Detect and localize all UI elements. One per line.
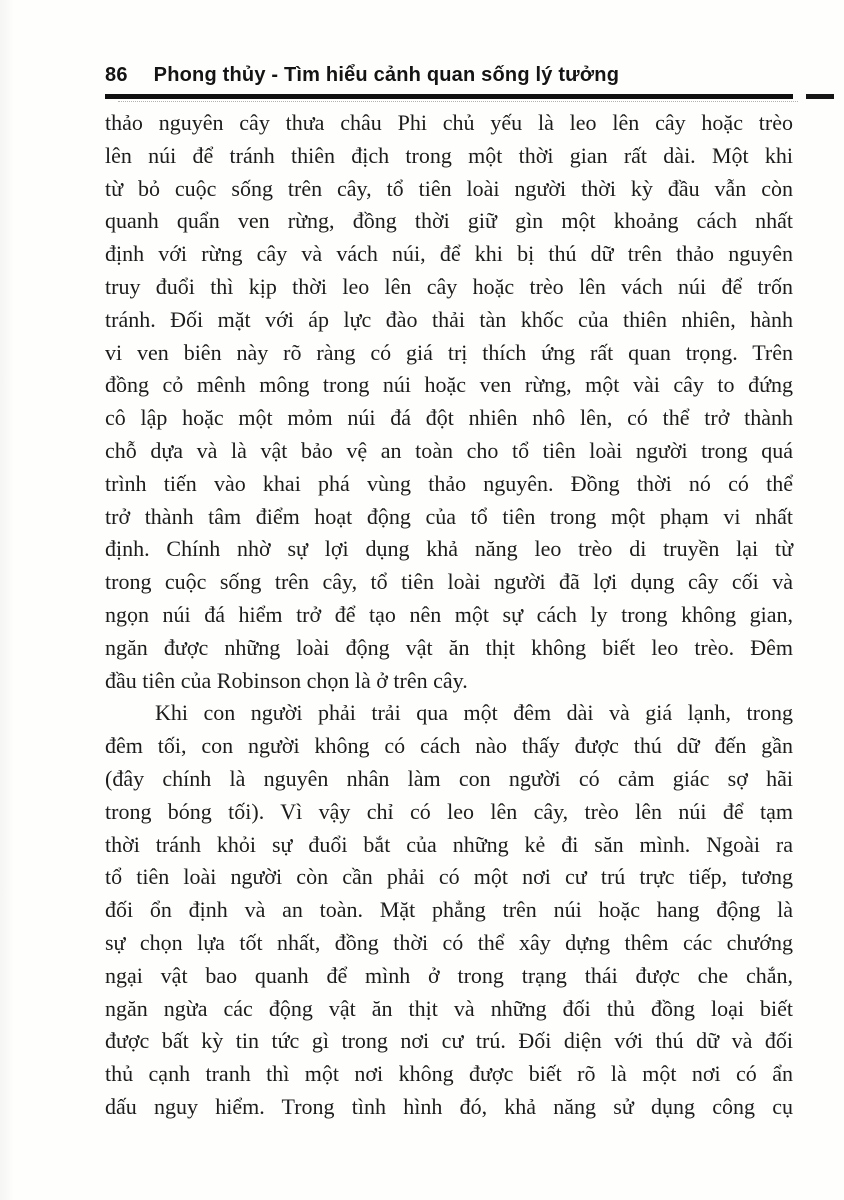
- text-line: vi ven biên này rõ ràng có giá trị thích ứng rất quan trọng. Trên: [105, 339, 793, 365]
- text-line: trong bóng tối). Vì vậy chỉ có leo lên cây, trèo lên núi để tạm: [105, 798, 793, 824]
- text-line: đồng cỏ mênh mông trong núi hoặc ven rừng, một vài cây to đứng: [105, 372, 793, 398]
- text-line: ngăn được những loài động vật ăn thịt không biết leo trèo. Đêm: [105, 634, 793, 660]
- text-line: định. Chính nhờ sự lợi dụng khả năng leo trèo di truyền lại từ: [105, 536, 793, 562]
- header-rule-end-dash: [806, 94, 834, 99]
- text-line: sự chọn lựa tốt nhất, đồng thời có thể xây dựng thêm các chướng: [105, 929, 793, 955]
- text-line: được bất kỳ tin tức gì trong nơi cư trú. Đối diện với thú dữ và đối: [105, 1028, 793, 1054]
- header-rule: [105, 94, 793, 99]
- page-header: [105, 64, 795, 87]
- text-line: trở thành tâm điểm hoạt động của tổ tiên trong một phạm vi nhất: [105, 503, 793, 529]
- page-body: [105, 107, 793, 1124]
- page-number: 86: [105, 64, 128, 86]
- text-line: dấu nguy hiểm. Trong tình hình đó, khả năng sử dụng công cụ: [105, 1093, 793, 1119]
- text-line: từ bỏ cuộc sống trên cây, tổ tiên loài người thời kỳ đầu vẫn còn: [105, 175, 793, 201]
- text-line: thủ cạnh tranh thì một nơi không được biết rõ là một nơi có ẩn: [105, 1061, 793, 1087]
- text-line: đầu tiên của Robinson chọn là ở trên cây.: [105, 667, 468, 693]
- text-line: định với rừng cây và vách núi, để khi bị thú dữ trên thảo nguyên: [105, 241, 793, 267]
- text-line: quanh quẩn ven rừng, đồng thời giữ gìn một khoảng cách nhất: [105, 208, 793, 234]
- text-line: thời tránh khỏi sự đuổi bắt của những kẻ đi săn mình. Ngoài ra: [105, 831, 793, 857]
- header-rule-scan-noise: [118, 101, 798, 102]
- text-line: tổ tiên loài người còn cần phải có một nơi cư trú trực tiếp, tương: [105, 864, 793, 890]
- text-line: truy đuổi thì kịp thời leo lên cây hoặc trèo lên vách núi để trốn: [105, 273, 793, 299]
- text-line: đối ổn định và an toàn. Mặt phẳng trên núi hoặc hang động là: [105, 897, 793, 923]
- text-line: trình tiến vào khai phá vùng thảo nguyên. Đồng thời nó có thể: [105, 470, 793, 496]
- text-line: cô lập hoặc một mỏm núi đá đột nhiên nhô lên, có thể trở thành: [105, 405, 793, 431]
- text-line: trong cuộc sống trên cây, tổ tiên loài người đã lợi dụng cây cối và: [105, 569, 793, 595]
- running-title: Phong thủy - Tìm hiểu cảnh quan sống lý tưởng: [153, 64, 620, 86]
- text-line: lên núi để tránh thiên địch trong một thời gian rất dài. Một khi: [105, 142, 793, 168]
- text-line: ngăn ngừa các động vật ăn thịt và những đối thủ đồng loại biết: [105, 995, 793, 1021]
- text-line: tránh. Đối mặt với áp lực đào thải tàn khốc của thiên nhiên, hành: [105, 306, 793, 332]
- text-line: chỗ dựa và là vật bảo vệ an toàn cho tổ tiên loài người trong quá: [105, 437, 793, 463]
- text-line: Khi con người phải trải qua một đêm dài và giá lạnh, trong: [155, 700, 793, 726]
- text-line: ngại vật bao quanh để mình ở trong trạng thái được che chắn,: [105, 962, 793, 988]
- text-line: (đây chính là nguyên nhân làm con người có cảm giác sợ hãi: [105, 765, 793, 791]
- text-line: đêm tối, con người không có cách nào thấy được thú dữ đến gần: [105, 733, 793, 759]
- text-line: thảo nguyên cây thưa châu Phi chủ yếu là leo lên cây hoặc trèo: [105, 110, 793, 135]
- text-line: ngọn núi đá hiểm trở để tạo nên một sự cách ly trong không gian,: [105, 601, 793, 627]
